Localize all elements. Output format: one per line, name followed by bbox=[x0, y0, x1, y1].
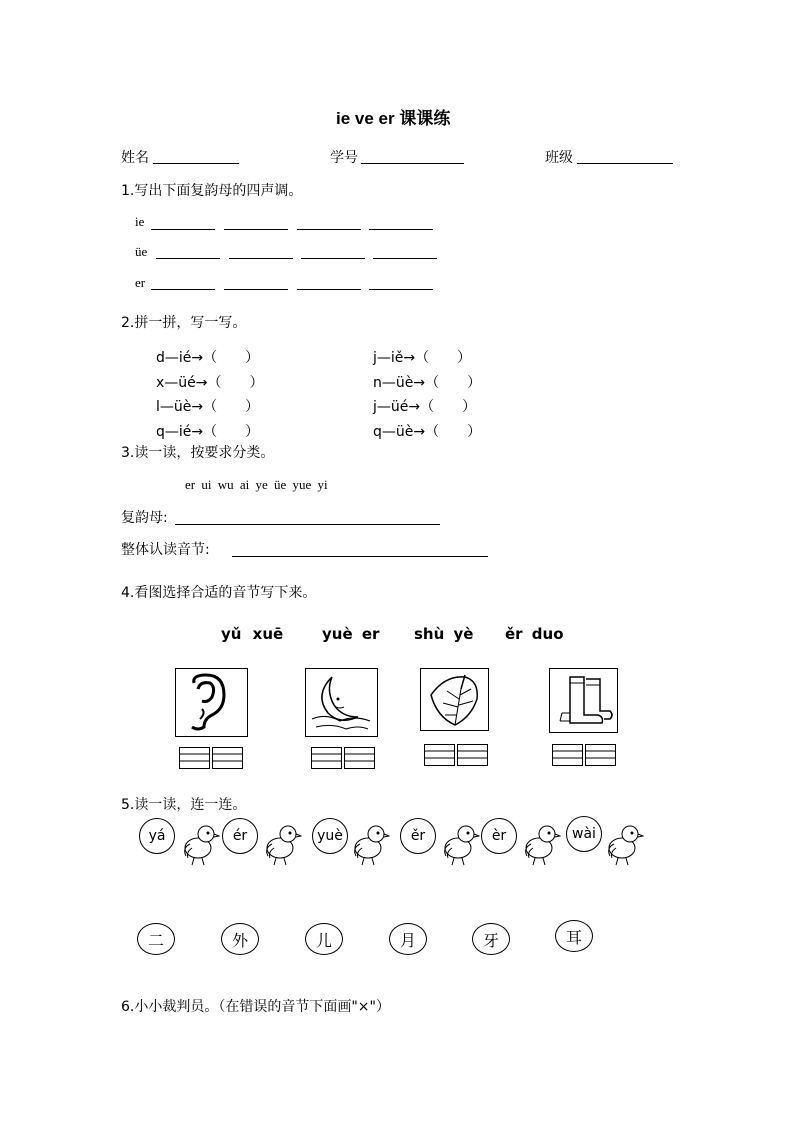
name-label: 姓名 bbox=[121, 150, 149, 166]
q2-item: q—üè→（ ） bbox=[373, 424, 482, 440]
moon-picture bbox=[305, 668, 378, 737]
hanzi-circle[interactable]: 儿 bbox=[305, 923, 343, 955]
q2-item: q—ié→（ ） bbox=[156, 424, 260, 440]
blank-line[interactable] bbox=[301, 258, 365, 259]
bird-icon bbox=[346, 822, 390, 866]
blank-line[interactable] bbox=[373, 258, 437, 259]
bird-icon bbox=[258, 822, 302, 866]
blank-line[interactable] bbox=[151, 289, 215, 290]
class-label: 班级 bbox=[545, 150, 573, 166]
writing-grid[interactable] bbox=[179, 747, 243, 773]
bird-icon bbox=[600, 822, 644, 866]
q2-item: l—üè→（ ） bbox=[156, 399, 260, 415]
hanzi-circle[interactable]: 月 bbox=[389, 923, 427, 955]
hanzi-circle[interactable]: 耳 bbox=[555, 920, 593, 952]
pinyin-circle[interactable]: èr bbox=[481, 818, 517, 854]
q2-item: d—ié→（ ） bbox=[156, 350, 260, 366]
answer-line[interactable] bbox=[175, 524, 440, 525]
pinyin-circle[interactable]: ér bbox=[222, 818, 258, 854]
bird-icon bbox=[436, 822, 480, 866]
q2-item: x—üé→（ ） bbox=[156, 375, 264, 391]
class-field[interactable] bbox=[577, 163, 673, 164]
blank-line[interactable] bbox=[229, 258, 293, 259]
q3-label-whole: 整体认读音节: bbox=[121, 542, 210, 558]
q1-heading: 1.写出下面复韵母的四声调。 bbox=[121, 183, 303, 199]
q1-row-label: ie bbox=[135, 214, 145, 229]
blank-line[interactable] bbox=[297, 289, 361, 290]
q4-heading: 4.看图选择合适的音节写下来。 bbox=[121, 585, 317, 601]
ear-picture bbox=[175, 668, 248, 737]
q2-heading: 2.拼一拼，写一写。 bbox=[121, 315, 247, 331]
q4-option: ěr duo bbox=[505, 625, 564, 643]
q6-heading: 6.小小裁判员。（在错误的音节下面画"×"） bbox=[121, 999, 390, 1015]
q4-option: yǔ xuē bbox=[221, 625, 284, 643]
blank-line[interactable] bbox=[151, 229, 215, 230]
boots-picture bbox=[549, 668, 618, 733]
blank-line[interactable] bbox=[224, 229, 288, 230]
blank-line[interactable] bbox=[156, 258, 220, 259]
id-field[interactable] bbox=[361, 163, 464, 164]
pinyin-circle[interactable]: yá bbox=[139, 818, 175, 854]
q4-option: shù yè bbox=[414, 625, 474, 643]
q2-item: j—üé→（ ） bbox=[373, 399, 477, 415]
q2-item: n—üè→（ ） bbox=[373, 375, 482, 391]
writing-grid[interactable] bbox=[552, 744, 616, 770]
writing-grid[interactable] bbox=[311, 747, 375, 773]
bird-icon bbox=[517, 822, 561, 866]
blank-line[interactable] bbox=[297, 229, 361, 230]
name-field[interactable] bbox=[153, 163, 239, 164]
page-title: ie ve er 课课练 bbox=[336, 109, 451, 128]
q3-heading: 3.读一读，按要求分类。 bbox=[121, 445, 275, 461]
q3-words: er ui wu ai ye üe yue yi bbox=[185, 477, 328, 492]
blank-line[interactable] bbox=[369, 289, 433, 290]
pinyin-circle[interactable]: yuè bbox=[312, 818, 348, 854]
q1-row-label: er bbox=[135, 275, 146, 290]
pinyin-circle[interactable]: wài bbox=[566, 816, 602, 852]
pinyin-circle[interactable]: ěr bbox=[400, 818, 436, 854]
writing-grid[interactable] bbox=[424, 744, 488, 770]
leaf-picture bbox=[420, 668, 489, 731]
id-label: 学号 bbox=[330, 150, 358, 166]
q4-option: yuè er bbox=[322, 625, 380, 643]
answer-line[interactable] bbox=[232, 556, 488, 557]
hanzi-circle[interactable]: 外 bbox=[221, 923, 259, 955]
bird-icon bbox=[176, 822, 220, 866]
blank-line[interactable] bbox=[224, 289, 288, 290]
blank-line[interactable] bbox=[369, 229, 433, 230]
hanzi-circle[interactable]: 二 bbox=[137, 923, 175, 955]
q1-row-label: üe bbox=[135, 244, 148, 259]
q5-heading: 5.读一读，连一连。 bbox=[121, 797, 247, 813]
hanzi-circle[interactable]: 牙 bbox=[472, 923, 510, 955]
q2-item: j—iě→（ ） bbox=[373, 350, 472, 366]
q3-label-compound: 复韵母: bbox=[121, 510, 168, 526]
